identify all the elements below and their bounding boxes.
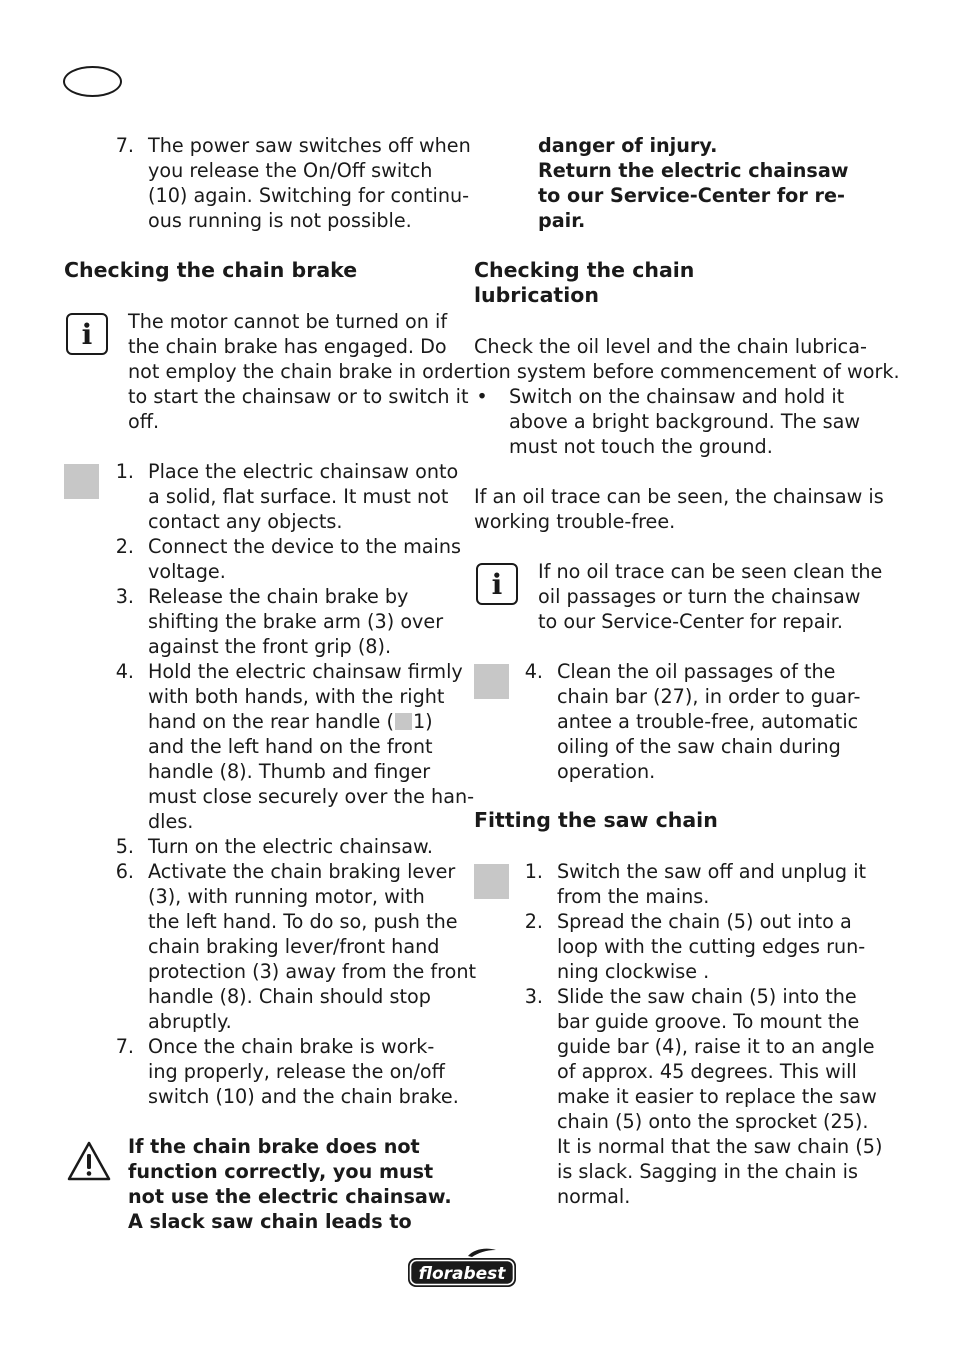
warning-triangle-icon: [66, 1140, 112, 1182]
text-line: (10) again. Switching for continu-: [148, 184, 470, 207]
text-line: and the left hand on the front: [148, 735, 433, 758]
text-line: It is normal that the saw chain (5): [557, 1135, 883, 1158]
text-line: Clean the oil passages of the: [557, 660, 836, 683]
list-item: [148, 1034, 459, 1109]
text-line: chain bar (27), in order to guar-: [557, 685, 861, 708]
text-line: not use the electric chainsaw.: [128, 1185, 452, 1208]
list-number: 2.: [115, 535, 134, 558]
text-line: you release the On/Off switch: [148, 159, 433, 182]
text-line: antee a trouble-free, automatic: [557, 710, 859, 733]
text-line: of approx. 45 degrees. This will: [557, 1060, 857, 1083]
text-line: dles.: [148, 810, 194, 833]
text-line: contact any objects.: [148, 510, 343, 533]
logo-text: florabest: [418, 1264, 506, 1284]
text-line: Slide the saw chain (5) into the: [557, 985, 857, 1008]
list-item: [148, 459, 458, 534]
text-line: bar guide groove. To mount the: [557, 1010, 860, 1033]
warning-text: [128, 1134, 452, 1234]
grey-square-marker: [64, 464, 99, 499]
text-line: above a bright background. The saw: [509, 410, 861, 433]
text-line: is slack. Sagging in the chain is: [557, 1160, 859, 1183]
text-line: Switch on the chainsaw and hold it: [509, 385, 845, 408]
text-line: handle (8). Thumb and finger: [148, 760, 431, 783]
bullet-point: •: [476, 385, 488, 408]
info-note-oil-trace: [538, 559, 882, 634]
text-line: a solid, flat surface. It must not: [148, 485, 449, 508]
text-line: shifting the brake arm (3) over: [148, 610, 444, 633]
text-line: ning clockwise .: [557, 960, 710, 983]
list-item: [148, 859, 476, 1034]
section-heading-chain-lubrication: [474, 258, 694, 308]
language-indicator-oval: [63, 66, 122, 97]
text-line: Place the electric chainsaw onto: [148, 460, 459, 483]
info-note-chain-brake: [128, 309, 473, 434]
text-line: operation.: [557, 760, 656, 783]
intro-item-text: [148, 133, 471, 233]
text-line: A slack saw chain leads to: [128, 1210, 412, 1233]
list-item: [557, 909, 865, 984]
text-line: not employ the chain brake in order: [128, 360, 474, 383]
text-line: Return the electric chainsaw: [538, 159, 849, 182]
text-line: to start the chainsaw or to switch it: [128, 385, 469, 408]
text-line: from the mains.: [557, 885, 710, 908]
text-line: danger of injury.: [538, 134, 718, 157]
text-line: must close securely over the han-: [148, 785, 475, 808]
text-line: handle (8). Chain should stop: [148, 985, 431, 1008]
text-line: voltage.: [148, 560, 226, 583]
text-line: ous running is not possible.: [148, 209, 412, 232]
text-line: Once the chain brake is work-: [148, 1035, 435, 1058]
text-line: Release the chain brake by: [148, 585, 409, 608]
text-line: Connect the device to the mains: [148, 535, 462, 558]
grey-square-marker: [474, 864, 509, 899]
bullet-item: [509, 384, 860, 459]
list-item: [557, 859, 866, 909]
paragraph: [474, 484, 884, 534]
text-line: loop with the cutting edges run-: [557, 935, 866, 958]
text-line: The power saw switches off when: [148, 134, 471, 157]
text-line: chain (5) onto the sprocket (25).: [557, 1110, 869, 1133]
grey-square-marker: [474, 664, 509, 699]
text-line: oil passages or turn the chainsaw: [538, 585, 861, 608]
list-number: 1.: [524, 860, 543, 883]
text-line: the chain brake has engaged. Do: [128, 335, 447, 358]
inline-grey-square-icon: [395, 713, 412, 730]
list-item: [148, 834, 433, 859]
text-line: make it easier to replace the saw: [557, 1085, 877, 1108]
list-number: 3.: [524, 985, 543, 1008]
text-line: If no oil trace can be seen clean the: [538, 560, 883, 583]
text-line: oiling of the saw chain during: [557, 735, 841, 758]
text-line: normal.: [557, 1185, 631, 1208]
text-line: to our Service-Center for re-: [538, 184, 845, 207]
info-icon: i: [66, 313, 108, 355]
text-line: Check the oil level and the chain lubrica-: [474, 335, 867, 358]
text-line: off.: [128, 410, 160, 433]
list-item: [148, 534, 461, 584]
text-line: Spread the chain (5) out into a: [557, 910, 852, 933]
list-number: 7.: [115, 1035, 134, 1058]
list-number: 6.: [115, 860, 134, 883]
text-line: function correctly, you must: [128, 1160, 434, 1183]
text-line: pair.: [538, 209, 586, 232]
heading-line: lubrication: [474, 283, 599, 307]
text-line: to our Service-Center for repair.: [538, 610, 844, 633]
list-number: 3.: [115, 585, 134, 608]
text-line: If an oil trace can be seen, the chainsaw is: [474, 485, 884, 508]
list-item: [148, 584, 443, 659]
text-line: abruptly.: [148, 1010, 232, 1033]
text-line: (3), with running motor, with: [148, 885, 425, 908]
text-line: the left hand. To do so, push the: [148, 910, 458, 933]
heading-line: Checking the chain: [474, 258, 695, 282]
text-line: protection (3) away from the front: [148, 960, 477, 983]
text-line: If the chain brake does not: [128, 1135, 420, 1158]
text-line: tion system before commencement of work.: [474, 360, 900, 383]
section-heading-fitting-saw-chain: Fitting the saw chain: [474, 808, 718, 832]
list-number: 4.: [115, 660, 134, 683]
list-item: [148, 659, 474, 834]
text-line: ing properly, release the on/off: [148, 1060, 445, 1083]
text-line: The motor cannot be turned on if: [128, 310, 448, 333]
list-item: [557, 659, 860, 784]
list-item: [557, 984, 882, 1209]
text-line: Hold the electric chainsaw firmly: [148, 660, 463, 683]
text-line: [148, 709, 474, 734]
info-icon: i: [476, 563, 518, 605]
list-number: 2.: [524, 910, 543, 933]
text-span: hand on the rear handle (: [148, 710, 394, 733]
list-number: 7.: [115, 134, 134, 157]
text-line: with both hands, with the right: [148, 685, 445, 708]
list-number: 1.: [115, 460, 134, 483]
text-line: Activate the chain braking lever: [148, 860, 456, 883]
text-line: working trouble-free.: [474, 510, 676, 533]
text-line: must not touch the ground.: [509, 435, 773, 458]
list-number: 5.: [115, 835, 134, 858]
warning-text-continued: [538, 133, 849, 233]
text-line: against the front grip (8).: [148, 635, 392, 658]
text-line: switch (10) and the chain brake.: [148, 1085, 459, 1108]
text-line: guide bar (4), raise it to an angle: [557, 1035, 875, 1058]
paragraph: [474, 334, 900, 384]
list-number: 4.: [524, 660, 543, 683]
text-line: Switch the saw off and unplug it: [557, 860, 867, 883]
text-span: 1): [412, 710, 433, 733]
text-line: chain braking lever/front hand: [148, 935, 440, 958]
section-heading-chain-brake: Checking the chain brake: [64, 258, 358, 282]
text-line: Turn on the electric chainsaw.: [148, 835, 433, 858]
florabest-logo: [406, 1247, 518, 1289]
